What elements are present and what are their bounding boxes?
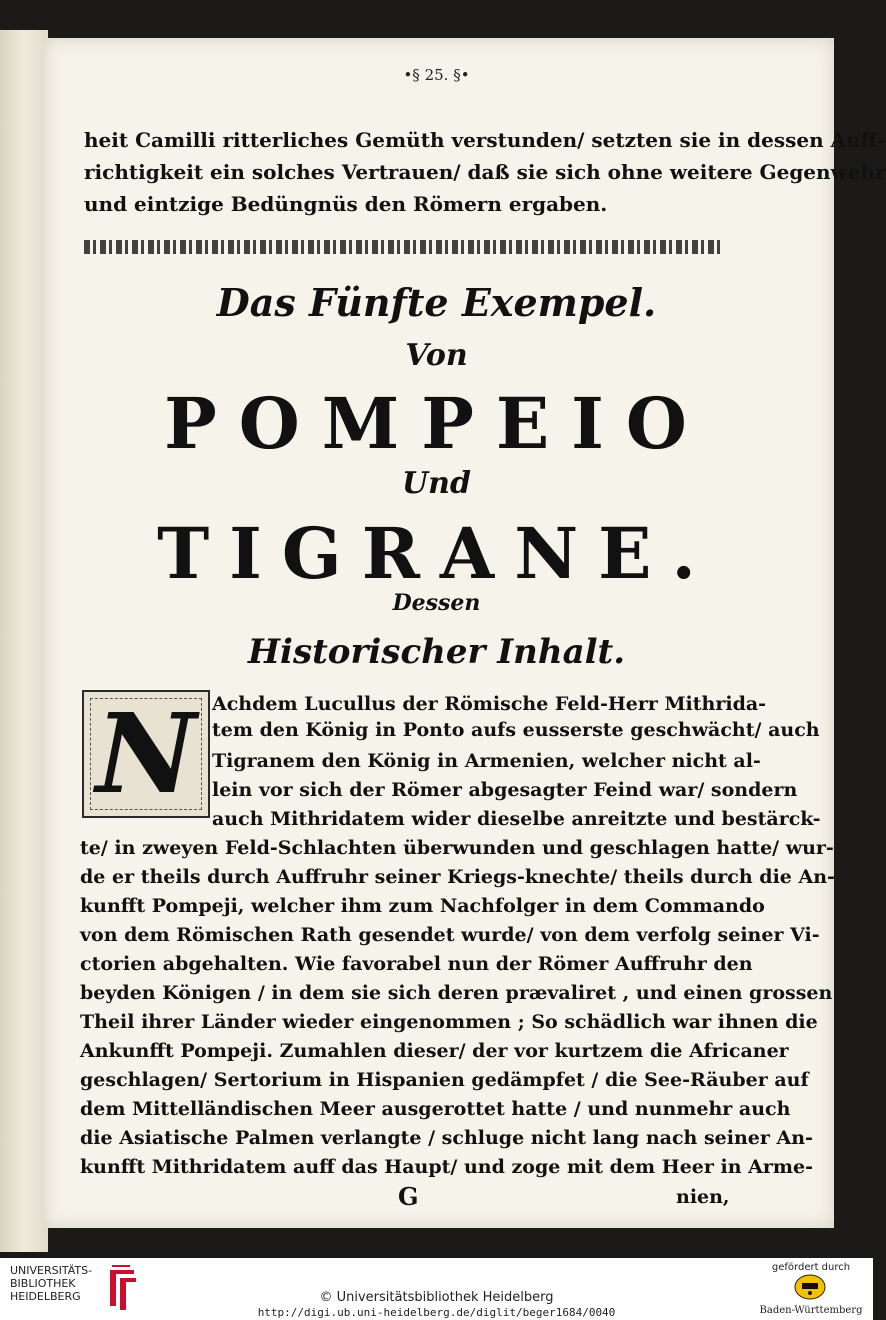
copyright-notice: © Universitätsbibliothek Heidelberg	[319, 1290, 554, 1305]
indented-line-4: lein vor sich der Römer abgesagter Feind war/ sondern	[212, 779, 798, 801]
funded-by-label: gefördert durch	[771, 1262, 851, 1273]
heading-inhalt: Historischer Inhalt.	[247, 632, 626, 672]
heading-tigrane: TIGRANE.	[157, 512, 716, 595]
body-line-6: beyden Königen / in dem sie sich deren prævaliret , und einen grossen	[80, 982, 833, 1004]
signature-mark: G	[398, 1182, 419, 1211]
permalink-url[interactable]: http://digi.ub.uni-heidelberg.de/diglit/beger1684/0040	[257, 1306, 616, 1319]
body-line-11: die Asiatische Palmen verlangte / schluge nicht lang nach seiner An-	[80, 1127, 813, 1149]
body-line-1: te/ in zweyen Feld-Schlachten überwunden und geschlagen hatte/ wur-	[80, 837, 834, 859]
heading-pompeio: POMPEIO	[164, 382, 709, 465]
body-line-10: dem Mittelländischen Meer ausgerottet hatte / und nunmehr auch	[80, 1098, 791, 1120]
body-line-7: Theil ihrer Länder wieder eingenommen ; So schädlich war ihnen die	[80, 1011, 818, 1033]
funder-name: Baden-Württemberg	[759, 1305, 863, 1316]
library-name-line-1: UNIVERSITÄTS-	[10, 1264, 93, 1277]
intro-line-1: heit Camilli ritterliches Gemüth verstunden/ setzten sie in dessen Auff-	[84, 128, 886, 152]
baden-wuerttemberg-crest-icon	[793, 1273, 827, 1301]
body-line-3: kunfft Pompeji, welcher ihm zum Nachfolger in dem Commando	[80, 895, 765, 917]
body-line-4: von dem Römischen Rath gesendet wurde/ von dem verfolg seiner Vi-	[80, 924, 820, 946]
intro-line-3: und eintzige Bedüngnüs den Römern ergaben.	[84, 192, 608, 216]
indented-line-5: auch Mithridatem wider dieselbe anreitzte und bestärck-	[212, 808, 821, 830]
body-line-8: Ankunfft Pompeji. Zumahlen dieser/ der vor kurtzem die Africaner	[80, 1040, 789, 1062]
heading-exempel: Das Fünfte Exempel.	[216, 280, 657, 325]
body-line-12: kunfft Mithridatem auff das Haupt/ und zoge mit dem Heer in Arme-	[80, 1156, 813, 1178]
page-number: •§ 25. §•	[403, 66, 470, 84]
indented-line-3: Tigranem den König in Armenien, welcher nicht al-	[212, 750, 761, 772]
initial-letter: N	[95, 689, 197, 818]
body-line-9: geschlagen/ Sertorium in Hispanien gedämpfet / die See-Räuber auf	[80, 1069, 809, 1091]
body-line-2: de er theils durch Auffruhr seiner Kriegs-knechte/ theils durch die An-	[80, 866, 835, 888]
decorated-initial	[82, 690, 210, 818]
catchword: nien,	[676, 1186, 730, 1208]
body-line-5: ctorien abgehalten. Wie favorabel nun der Römer Auffruhr den	[80, 953, 753, 975]
heading-von: Von	[405, 338, 468, 373]
ornamental-border	[84, 240, 724, 254]
heading-und: Und	[402, 466, 471, 501]
library-name-line-2: BIBLIOTHEK	[10, 1277, 76, 1290]
indented-line-1: Achdem Lucullus der Römische Feld-Herr Mithrida-	[212, 693, 767, 715]
indented-line-2: tem den König in Ponto aufs eusserste geschwächt/ auch	[212, 719, 820, 741]
library-name-line-3: HEIDELBERG	[10, 1290, 81, 1303]
intro-line-2: richtigkeit ein solches Vertrauen/ daß sie sich ohne weitere Gegenwehr	[84, 160, 886, 184]
heading-dessen: Dessen	[392, 590, 481, 616]
